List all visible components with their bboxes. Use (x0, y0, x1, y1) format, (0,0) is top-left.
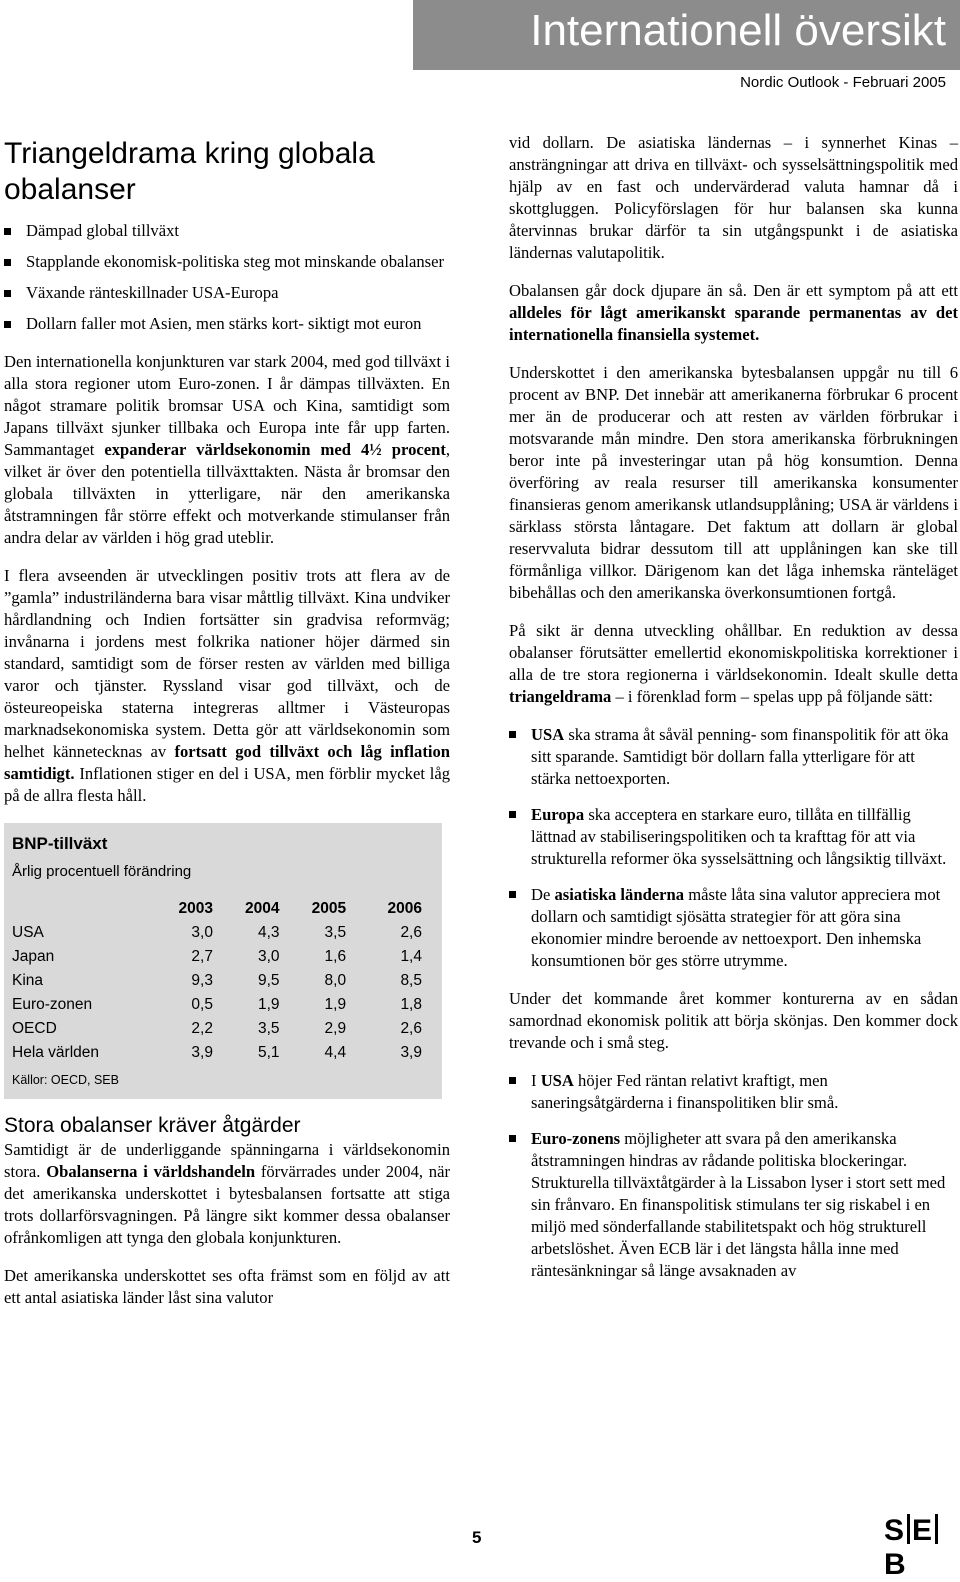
table-cell: 1,9 (324, 996, 347, 1013)
seb-logo: S EB (884, 1514, 960, 1582)
table-cell: 2,7 (191, 948, 213, 965)
gdp-table (12, 897, 432, 1065)
table-title: BNP-tillväxt (12, 834, 108, 853)
right-column (509, 132, 958, 1298)
table-subtitle: Årlig procentuell förändring (12, 863, 192, 880)
table-cell: 1,8 (400, 996, 422, 1013)
year-header: 2003 (178, 900, 213, 917)
table-row (12, 993, 432, 1017)
outlook-bullet-usa: I USA höjer Fed räntan relativt kraftigt, men saneringsåtgärderna i finanspolitiken blir små. (509, 1070, 958, 1114)
body-paragraph: På sikt är denna utveckling ohållbar. En reduktion av dessa obalanser förutsätter emellertid ekonomiskpolitiska korrektioner i alla de tre stora regionerna i världsekonomin. Idealt skulle detta triangeldrama – i förenklad form – spelas upp på följande sätt: (509, 621, 958, 706)
page-number: 5 (472, 1528, 482, 1547)
table-row (12, 1017, 432, 1041)
table-cell: 1,6 (324, 948, 347, 965)
table-cell: 9,3 (191, 972, 213, 989)
year-header: 2005 (311, 900, 347, 917)
left-column (4, 132, 450, 1325)
table-cell: 4,3 (257, 924, 280, 941)
table-cell: 2,6 (400, 1020, 422, 1037)
year-header: 2004 (245, 900, 280, 917)
table-cell: 3,5 (324, 924, 347, 941)
policy-bullet-usa: USA ska strama åt såväl penning- som finanspolitik för att öka sitt sparande. Samtidigt bör dollarn falla ytterligare för att stärka nettoexporten. (509, 724, 958, 790)
year-header: 2006 (387, 900, 422, 917)
headline-bullet: Växande ränteskillnader USA-Europa (4, 282, 450, 304)
body-paragraph: Under det kommande året kommer konturerna av en sådan samordnad ekonomisk politik att börja skönjas. Den kommer dock trevande och i små steg. (509, 989, 958, 1052)
table-row (12, 1041, 432, 1065)
table-cell: 2,2 (191, 1020, 213, 1037)
body-paragraph: I flera avseenden är utvecklingen positiv trots att flera av de ”gamla” industriländerna bara visar måttlig tillväxt. Kina undviker hårdlandning och Indien fortsätter sin gradvisa reformväg; invånarna i jordens mest folkrika nationer höjer därmed sin standard, samtidigt som de förser resten av världen med billiga varor och tjänster. Ryssland visar god tillväxt, och de östeureopeiska staterna integreras alltmer i Västeuropas marknadsekonomiska system. Detta gör att världsekonomin som helhet kännetecknas av fortsatt god tillväxt och låg inflation samtidigt. Inflationen stiger en del i USA, men förblir mycket låg på de allra flesta håll. (4, 566, 450, 805)
row-label: Japan (12, 948, 55, 965)
body-paragraph: Det amerikanska underskottet ses ofta främst som en följd av att ett antal asiatiska länder låst sina valutor (4, 1266, 450, 1307)
table-cell: 3,5 (257, 1020, 280, 1037)
headline-bullet-list (4, 220, 450, 335)
table-cell: 3,9 (191, 1044, 213, 1061)
outlook-bullet-eurozone: Euro-zonens möjligheter att svara på den amerikanska åtstramningen hindras av rådande politiska blockeringar. Strukturella tillväxtåtgärder à la Lissabon lyser i stort sett med sin frånvaro. En finanspolitisk stimulans ter sig riskabel i en miljö med sönderfallande stabilitetspakt och hög strukturell arbetslöshet. Även ECB lär i det längsta hålla inne med räntesänkningar så länge avsaknaden av (509, 1128, 958, 1282)
table-row (12, 969, 432, 993)
table-cell: 9,5 (257, 972, 280, 989)
gdp-table-box (4, 823, 442, 1099)
body-paragraph: vid dollarn. De asiatiska ländernas – i synnerhet Kinas – ansträngningar att driva en tillväxt- och sysselsättningspolitik med hjälp av en fast och undervärderad valuta hamnar då i skottgluggen. Policyförslagen för hur balansen ska kunna återvinnas brukar därför ta sin utgångspunkt i de asiatiska ländernas valutapolitik. (509, 133, 958, 262)
publication-subtitle: Nordic Outlook - Februari 2005 (740, 74, 946, 91)
intro-paragraph: Den internationella konjunkturen var stark 2004, med god tillväxt i alla stora regioner utom Euro-zonen. I år dämpas tillväxten. En något stramare politik bromsar USA och Kina, samtidigt som Japans tillväxt sjunker tillbaka och Europa inte får upp farten. Sammantaget expanderar världsekonomin med 4½ procent, vilket är över den potentiella tillväxttakten. Nästa år bromsar den globala tillväxten in ytterligare, när den amerikanska åtstramningen får större effekt och motverkande stimulanser från andra delar av världen i hög grad uteblir. (4, 352, 451, 547)
header-banner (413, 0, 960, 70)
table-cell: 1,4 (400, 948, 422, 965)
table-cell: 0,5 (191, 996, 213, 1013)
table-cell: 2,9 (324, 1020, 347, 1037)
policy-bullet-list (509, 724, 958, 972)
table-row (12, 921, 432, 945)
table-cell: 3,9 (400, 1044, 422, 1061)
section-subheading: Stora obalanser kräver åtgärder (4, 1114, 301, 1137)
table-cell: 4,4 (324, 1044, 347, 1061)
body-paragraph: Samtidigt är de underliggande spänningarna i världsekonomin stora. Obalanserna i världshandeln förvärrades under 2004, när det amerikanska underskottet i bytesbalansen fortsatte att stiga trots dollarförsvagningen. På längre sikt kommer dessa obalanser ofrånkomligen att tynga den globala konjunkturen. (4, 1140, 450, 1247)
headline-bullet: Dollarn faller mot Asien, men stärks kort- siktigt mot euron (4, 313, 450, 335)
article-title: Triangeldrama kring globala obalanser (4, 137, 375, 206)
policy-bullet-europe: Europa ska acceptera en starkare euro, tillåta en tillfällig lättnad av stabiliseringspolitiken och ta krafttag för att via strukturella reformer öka sysselsättning och långsiktig tillväxt. (509, 804, 958, 870)
section-title: Internationell översikt (530, 6, 946, 55)
headline-bullet: Stapplande ekonomisk-politiska steg mot minskande obalanser (4, 251, 450, 273)
body-paragraph: Obalansen går dock djupare än så. Den är ett symptom på att ett alldeles för lågt amerikanskt sparande permanentas av det internationella finansiella systemet. (509, 281, 958, 344)
table-header-row (12, 897, 432, 921)
table-row (12, 945, 432, 969)
table-cell: 1,9 (257, 996, 280, 1013)
outlook-bullet-list (509, 1070, 958, 1282)
table-cell: 8,0 (324, 972, 347, 989)
table-cell: 3,0 (257, 948, 280, 965)
row-label: Euro-zonen (12, 996, 93, 1013)
row-label: USA (12, 924, 44, 941)
table-sources: Källor: OECD, SEB (12, 1073, 119, 1087)
headline-bullet: Dämpad global tillväxt (4, 220, 450, 242)
table-cell: 3,0 (191, 924, 213, 941)
table-cell: 2,6 (400, 924, 422, 941)
table-cell: 8,5 (400, 972, 422, 989)
policy-bullet-asia: De asiatiska länderna måste låta sina valutor appreciera mot dollarn och samtidigt sjösätta strategier för att göra sina ekonomier mindre beroende av nettoexport. Den inhemska konsumtionen bör ges större utrymme. (509, 884, 958, 972)
row-label: Kina (12, 972, 44, 989)
row-label: Hela världen (12, 1044, 100, 1061)
row-label: OECD (12, 1020, 57, 1037)
page-header (0, 0, 960, 70)
body-paragraph: Underskottet i den amerikanska bytesbalansen uppgår nu till 6 procent av BNP. Det innebär att amerikanerna förbrukar 6 procent mer än de producerar och att resten av världen förbrukar i motsvarande mån mindre. Den stora amerikanska förbrukningen beror inte på investeringar utan på hög konsumtion. Denna överföring av reala resurser till amerikanska konsumenter finansieras genom amerikansk utlandsupplåning; USA är världens i särklass största låntagare. Det faktum att dollarn är global reservvaluta bidrar dessutom till att upplåningen kan ske till förmånliga villkor. Därigenom kan det låga inhemska ränteläget bibehållas och den amerikanska överkonsumtionen fortgå. (509, 363, 958, 602)
table-cell: 5,1 (257, 1044, 280, 1061)
